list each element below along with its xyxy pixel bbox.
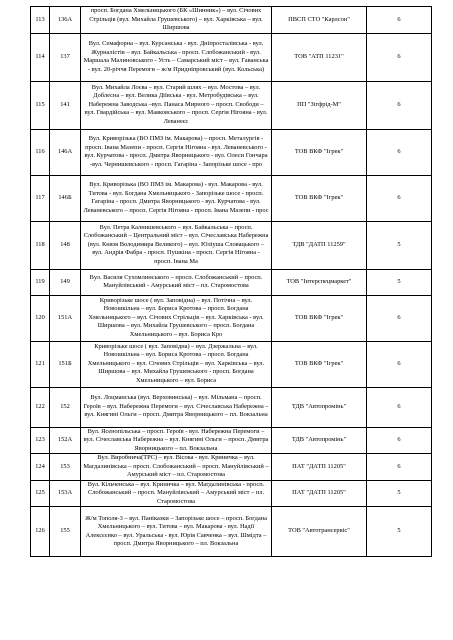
route-number-cell: 152А [50, 427, 81, 454]
row-number-cell: 123 [31, 427, 50, 454]
vehicle-count-cell: 5 [367, 480, 432, 507]
route-path-cell: Ж/м Тополя-3 – вул. Паніказки – Запорізьке шосе – просп. Богдана Хмельницького – вул. Титова – вул. Макарова - вул. Надії Алексєєнко – вул. Уральська - вул. Юрія Савченка – вул. Шмідта – просп. Дмитра Яворницького – пл. Вокзальна [81, 507, 272, 557]
vehicle-count-cell: 6 [367, 175, 432, 221]
route-number-cell: 146А [50, 129, 81, 175]
vehicle-count-cell: 6 [367, 129, 432, 175]
table-row [31, 33, 432, 81]
table-row [31, 269, 432, 295]
operator-cell: ТОВ ВКФ "Ігрек" [272, 341, 367, 387]
vehicle-count-cell: 6 [367, 427, 432, 454]
row-number-cell: 117 [31, 175, 50, 221]
operator-cell: ТОВ ВКФ "Ігрек" [272, 175, 367, 221]
table-row [31, 387, 432, 427]
route-path-cell: Вул. Криворізька (ВО ПМЗ ім. Макарова) – просп. Металургів - просп. Івана Мазепи - просп. Сергія Нігояна - вул. Леваневського - вул. Курчатова - просп. Дмитра Яворницького - вул. Олеси Гончара -вул. Чернишевського - просп. Гагаріна - Запорізьке шосе - про [81, 129, 272, 175]
table-row [31, 129, 432, 175]
table-row [31, 454, 432, 481]
operator-cell: ТОВ "Автотрансервіс" [272, 507, 367, 557]
route-number-cell: 149 [50, 269, 81, 295]
operator-cell: ТДВ "Автопромінь" [272, 387, 367, 427]
route-number-cell: 153 [50, 454, 81, 481]
route-number-cell: 148 [50, 221, 81, 269]
route-path-cell: Вул. Виробнича(ТРС) – вул. Вісока - вул. Криничка – вул. Магдалинівська – просп. Слобожанський – просп. Мануйлівський – Амурський міст – пл. Старомостова [81, 454, 272, 481]
operator-cell: ТОВ ВКФ "Ігрек" [272, 129, 367, 175]
table-row [31, 507, 432, 557]
row-number-cell: 120 [31, 295, 50, 341]
operator-cell: ПАТ "ДАТП 11205" [272, 480, 367, 507]
operator-cell: ТОВ "Інтерспецмаркет" [272, 269, 367, 295]
route-path-cell: Криворізьке шосе ( вул. Заповідна) – вул. Потічна – вул. Новошкільна – вул. Бориса Кротова – просп. Богдана Хмельницького – вул. Січових Стрільців – вул. Харківська - вул. Ширшова – вул. Михайла Грушевського – просп. Богдана Хмельницького – вул. Бориса Кро [81, 295, 272, 341]
route-number-cell: 155 [50, 507, 81, 557]
route-path-cell: Вул. Лоцманська (вул. Верховинська) – вул. Мільмана – просп. Героїв – вул. Набережна Перемоги – вул. Січеславська Набережна – вул. Княгині Ольги – просп. Дмитра Яворницького – пл. Вокзальна [81, 387, 272, 427]
routes-table [30, 6, 432, 557]
route-number-cell: 136А [50, 7, 81, 34]
route-path-cell: Вул. Петра Калнишевського – вул. Байкальська – просп. Слобожанський – Центральний міст – вул. Січеславська Набережна (вул. Князя Володимира Великого) – вул. Юліуша Словацького – вул. Андрія Фабра - просп. Пушкіна - просп. Сергія Нігояна - просп. Івана Ма [81, 221, 272, 269]
vehicle-count-cell: 5 [367, 221, 432, 269]
table-row [31, 341, 432, 387]
table-row [31, 427, 432, 454]
operator-cell: ТДВ "ДАТП 11259" [272, 221, 367, 269]
route-number-cell: 141 [50, 81, 81, 129]
operator-cell: ПАТ "ДАТП 11205" [272, 454, 367, 481]
vehicle-count-cell: 6 [367, 341, 432, 387]
route-path-cell: Вул. Василя Сухомлинського – просп. Слобожанський – просп. Мануйлівський - Амурський міст – пл. Старомостова [81, 269, 272, 295]
vehicle-count-cell: 6 [367, 454, 432, 481]
route-number-cell: 153А [50, 480, 81, 507]
vehicle-count-cell: 6 [367, 81, 432, 129]
row-number-cell: 114 [31, 33, 50, 81]
operator-cell: ПП "Зігфрід-М" [272, 81, 367, 129]
route-path-cell: просп. Богдана Хмельницького (БК «Шинник») – вул. Січових Стрільців (вул. Михайла Грушевського) – вул. Харківська – вул. Ширшова [81, 7, 272, 34]
vehicle-count-cell: 5 [367, 269, 432, 295]
route-number-cell: 152 [50, 387, 81, 427]
row-number-cell: 116 [31, 129, 50, 175]
route-path-cell: Вул. Кільченська – вул. Криничка – вул. Магдалинівська - просп. Слобожанський – просп. Мануйлівський – Амурський міст – пл. Старомостова [81, 480, 272, 507]
route-path-cell: Вул. Семафорна – вул. Курсанська - вул. Дніпросталівська - вул. Журналістів – вул. Байкальська - просп. Слобожанський - вул. Маршала Малиновського - Усть – Самарський міст – вул. Гаванська - вул. 20-річчя Перемоги – ж/м Придніпровський (вул. Кольська) [81, 33, 272, 81]
vehicle-count-cell: 6 [367, 33, 432, 81]
row-number-cell: 122 [31, 387, 50, 427]
operator-cell: ПВСП СТО "Карлсон" [272, 7, 367, 34]
row-number-cell: 113 [31, 7, 50, 34]
table-row [31, 175, 432, 221]
operator-cell: ТОВ "АТП 11231" [272, 33, 367, 81]
row-number-cell: 126 [31, 507, 50, 557]
vehicle-count-cell: 6 [367, 295, 432, 341]
route-number-cell: 151А [50, 295, 81, 341]
row-number-cell: 118 [31, 221, 50, 269]
document-page [30, 6, 432, 557]
route-path-cell: Вул. Ясенопільська – просп. Героїв - вул. Набережна Перемоги – вул. Січеславська Набережна – вул. Княгині Ольги – просп. Дмитра Яворницького – пл. Вокзальна [81, 427, 272, 454]
row-number-cell: 119 [31, 269, 50, 295]
route-number-cell: 146Б [50, 175, 81, 221]
row-number-cell: 115 [31, 81, 50, 129]
table-row [31, 480, 432, 507]
route-path-cell: Криворізьке шосе ( вул. Заповідна) – вул. Дзержальна – вул. Новошкільна – вул. Бориса Кротова – просп. Богдана Хмельницького – вул. Січових Стрільців – вул. Харківська – вул. Ширшова – вул. Михайла Грушевського - просп. Богдана Хмельницького – вул. Бориса [81, 341, 272, 387]
route-number-cell: 137 [50, 33, 81, 81]
vehicle-count-cell: 6 [367, 7, 432, 34]
operator-cell: ТДВ "Автопромінь" [272, 427, 367, 454]
route-number-cell: 151Б [50, 341, 81, 387]
row-number-cell: 125 [31, 480, 50, 507]
table-row [31, 221, 432, 269]
table-row [31, 295, 432, 341]
vehicle-count-cell: 5 [367, 507, 432, 557]
vehicle-count-cell: 6 [367, 387, 432, 427]
routes-table-body [31, 7, 432, 557]
row-number-cell: 124 [31, 454, 50, 481]
operator-cell: ТОВ ВКФ "Ігрек" [272, 295, 367, 341]
row-number-cell: 121 [31, 341, 50, 387]
route-path-cell: Вул. Криворізька (ВО ПМЗ ім. Макарова) - вул. Макарова - вул. Титова - вул. Богдана Хмельницького - Запорізьке шосе - просп. Гагаріна - просп. Дмитра Яворницького - вул. Курчатова - вул. Леваневського – просп. Сергія Нігояна - просп. Івана Мазепи - прос [81, 175, 272, 221]
table-row [31, 81, 432, 129]
table-row [31, 7, 432, 34]
route-path-cell: Вул. Михайла Лоєва – вул. Старий шлях – вул. Мостова – вул. Доблесна – вул. Велика Діївська - вул. Метробудівська – вул. Набережна Заводська –вул. Панаса Мирного – просп. Свободи – вул. Гвардійська – вул. Маяковського – просп. Сергія Нігояна - вул. Леванеєс [81, 81, 272, 129]
